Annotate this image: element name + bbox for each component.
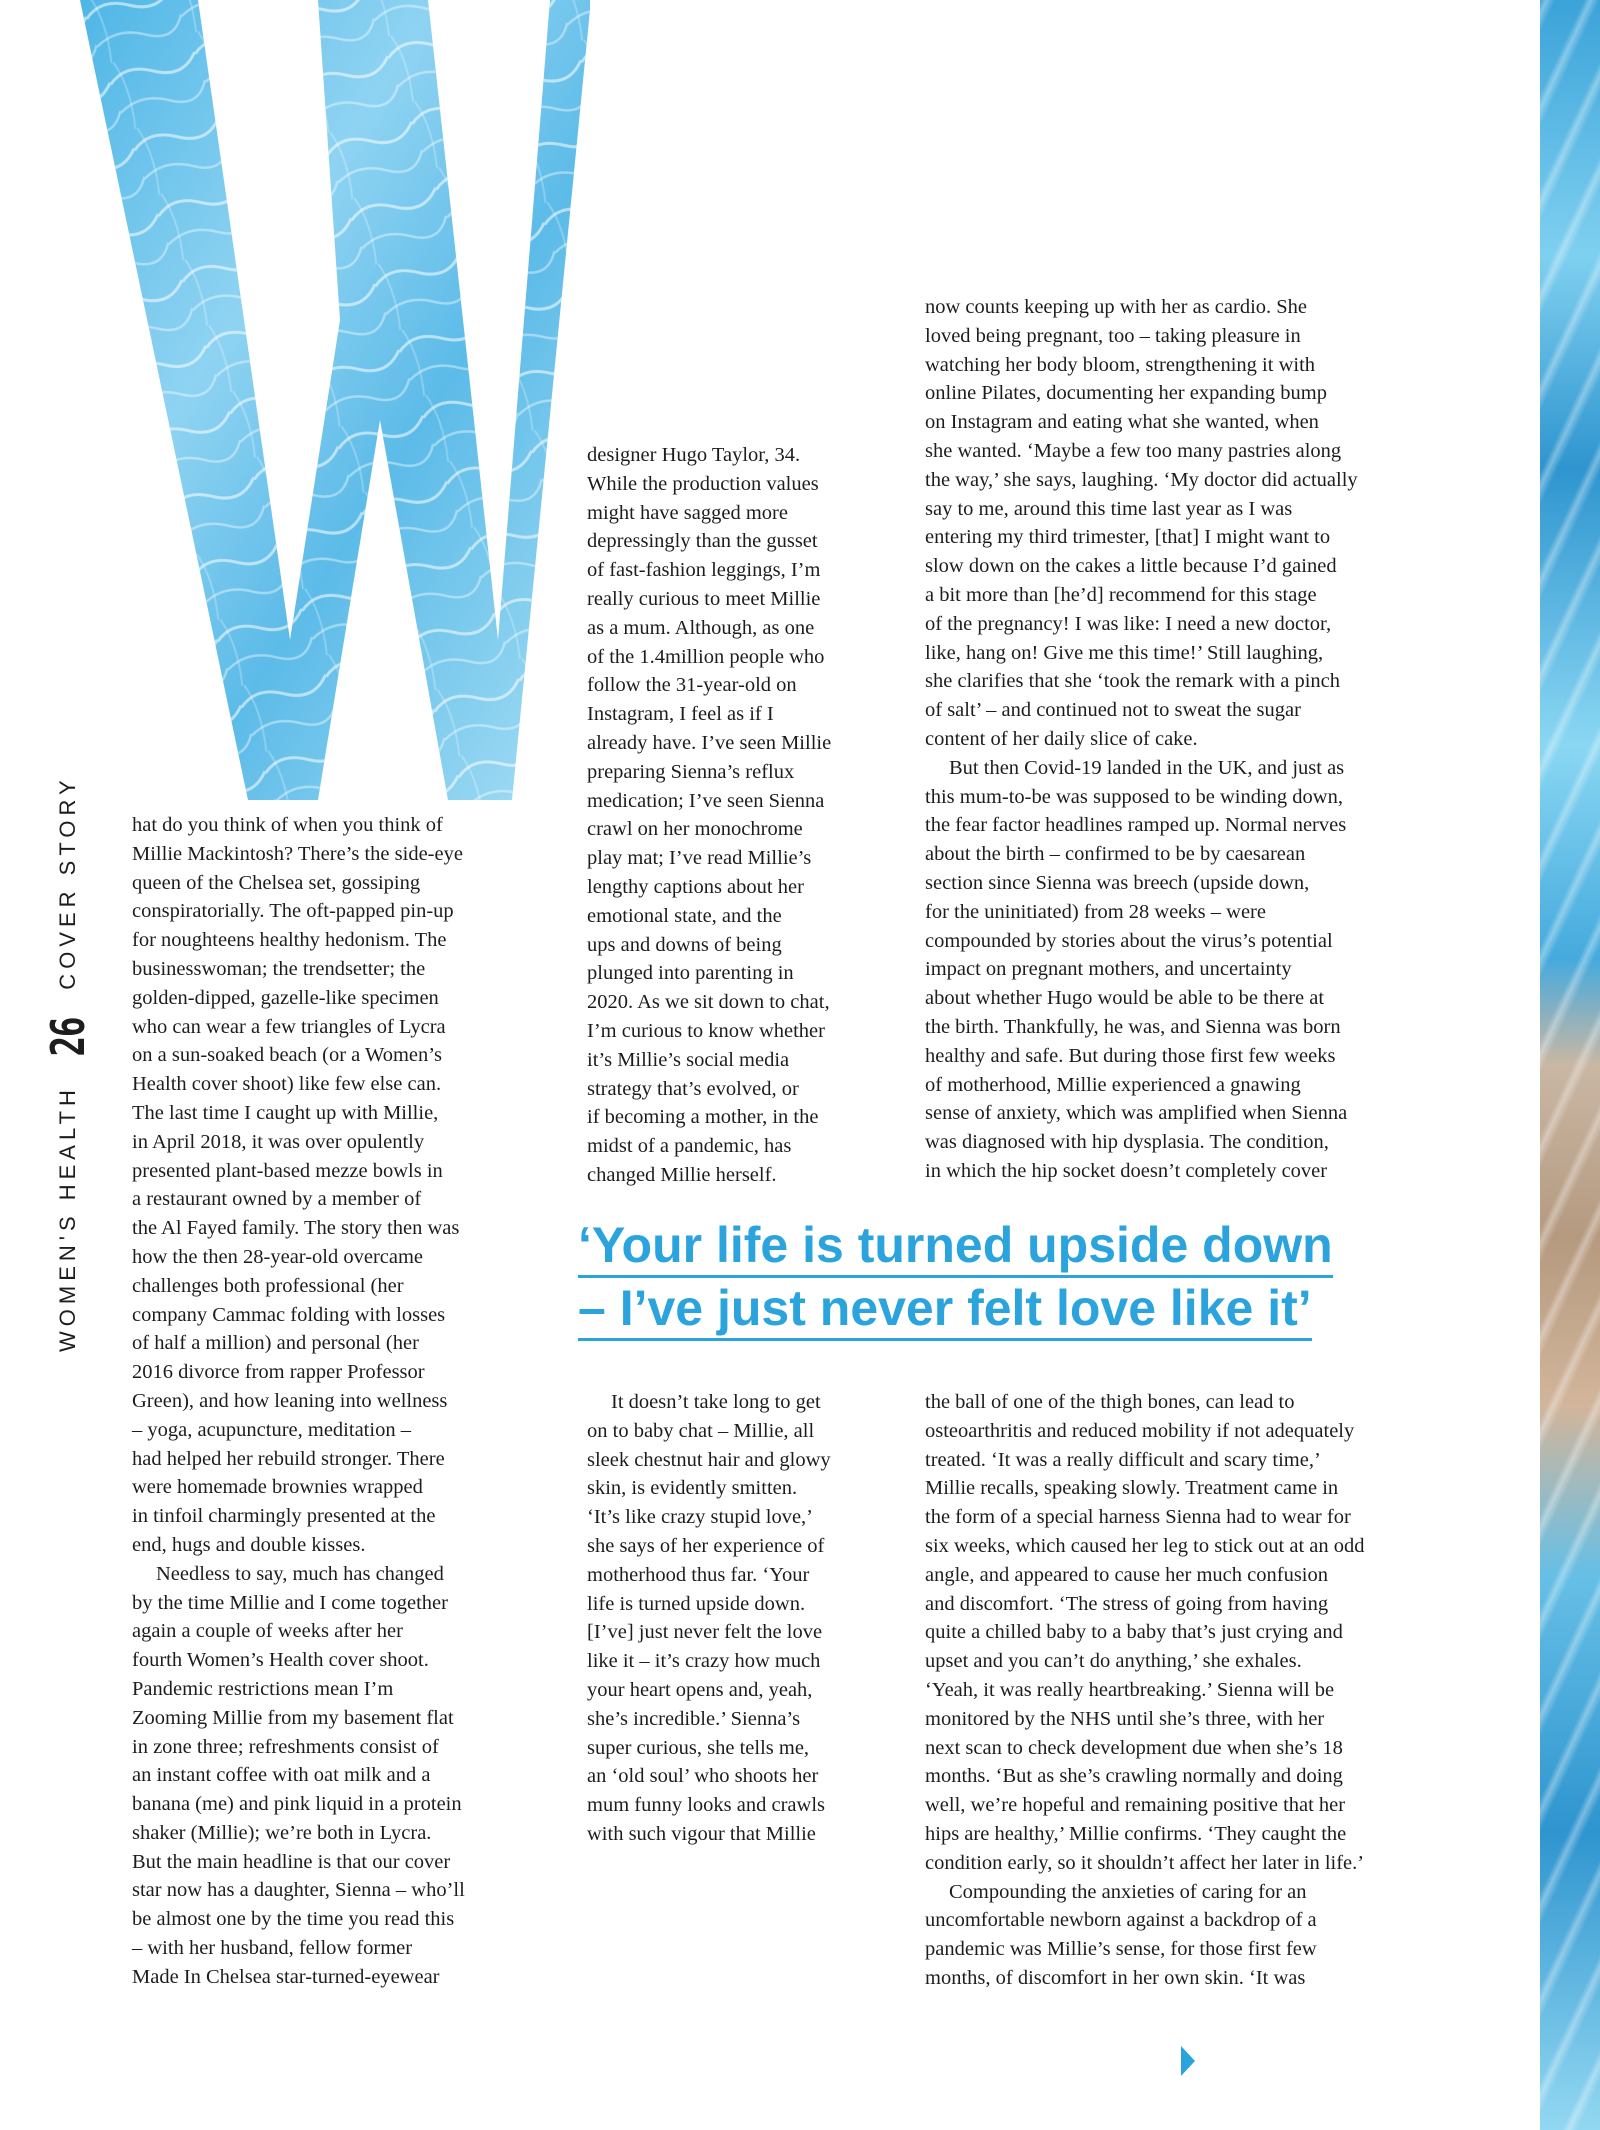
cover-photo-edge bbox=[1540, 0, 1600, 2130]
paragraph: But then Covid-19 landed in the UK, and just as this mum-to-be was supposed to be winding down, the fear factor headlines ramped up. Normal nerves about the birth – confirmed to be by caesarean section since Sienna was breech (upside down, for the uninitiated) from 28 weeks – were compounded by stories about the virus’s potential impact on pregnant mothers, and uncertainty about whether Hugo would be able to be there at the birth. Thankfully, he was, and Sienna was born healthy and safe. But during those first few weeks of motherhood, Millie experienced a gnawing sense of anxiety, which was amplified when Sienna was diagnosed with hip dysplasia. The condition, in which the hip socket doesn’t completely cover bbox=[925, 756, 1348, 1182]
paragraph: Needless to say, much has changed by the time Millie and I come together again a couple of weeks after her fourth Women’s Health cover shoot. Pandemic restrictions mean I’m Zooming Millie from my basement flat in zone three; refreshments consist of an instant coffee with oat milk and a banana (me) and pink liquid in a protein shaker (Millie); we’re both in Lycra. But the main headline is that our cover star now has a daughter, Sienna – who’ll be almost one by the time you read this – with her husband, fellow former Made In Chelsea star-turned-eyewear bbox=[132, 1562, 465, 1988]
continue-arrow-icon bbox=[1181, 2046, 1195, 2076]
page-number: 26 bbox=[41, 1018, 95, 1057]
article-column-3-bottom bbox=[925, 1388, 1455, 1993]
drop-cap-w bbox=[80, 0, 590, 800]
article-column-1 bbox=[132, 811, 547, 1992]
paragraph: the ball of one of the thigh bones, can lead to osteoarthritis and reduced mobility if not adequately treated. ‘It was a really difficult and scary time,’ Millie recalls, speaking slowly. Treatment came in the form of a special harness Sienna had to wear for six weeks, which caused her leg to stick out at an odd angle, and appeared to cause her much confusion and discomfort. ‘The stress of going from having quite a chilled baby to a baby that’s just crying and upset and you can’t do anything,’ she exhales. ‘Yeah, it was really heartbreaking.’ Sienna will be monitored by the NHS until she’s three, with her next scan to check development due when she’s 18 months. ‘But as she’s crawling normally and doing well, we’re hopeful and remaining positive that her hips are healthy,’ Millie confirms. ‘They caught the condition early, so it shouldn’t affect her later in life.’ bbox=[925, 1391, 1365, 1874]
pull-quote bbox=[578, 1215, 1478, 1341]
paragraph: now counts keeping up with her as cardio. She loved being pregnant, too – taking pleasure in watching her body bloom, strengthening it with online Pilates, documenting her expanding bump on Instagram and eating what she wanted, when she wanted. ‘Maybe a few too many pastries along the way,’ she says, laughing. ‘My doctor did actually say to me, around this time last year as I was entering my third trimester, [that] I might want to slow down on the cakes a little because I’d gained a bit more than [he’d] recommend for this stage of the pregnancy! I was like: I need a new doctor, like, hang on! Give me this time!’ Still laughing, she clarifies that she ‘took the remark with a pinch of salt’ – and continued not to sweat the sugar content of her daily slice of cake. bbox=[925, 296, 1358, 750]
paragraph: designer Hugo Taylor, 34. While the production values might have sagged more depressingly than the gusset of fast-fashion leggings, I’m really curious to meet Millie as a mum. Although, as one of the 1.4million people who follow the 31-year-old on Instagram, I feel as if I already have. I’ve seen Millie preparing Sienna’s reflux medication; I’ve seen Sienna crawl on her monochrome play mat; I’ve read Millie’s lengthy captions about her emotional state, and the ups and downs of being plunged into parenting in 2020. As we sit down to chat, I’m curious to know whether it’s Millie’s social media strategy that’s evolved, or if becoming a mother, in the midst of a pandemic, has changed Millie herself. bbox=[587, 444, 832, 1186]
magazine-name: WOMEN'S HEALTH bbox=[55, 1085, 80, 1352]
section-label: COVER STORY bbox=[55, 775, 80, 990]
article-column-3-top bbox=[925, 293, 1455, 1186]
paragraph: It doesn’t take long to get on to baby chat – Millie, all sleek chestnut hair and glowy skin, is evidently smitten. ‘It’s like crazy stupid love,’ she says of her experience of motherhood thus far. ‘Your life is turned upside down. [I’ve] just never felt the love like it – it’s crazy how much your heart opens and, yeah, she’s incredible.’ Sienna’s super curious, she tells me, an ‘old soul’ who shoots her mum funny looks and crawls with such vigour that Millie bbox=[587, 1391, 831, 1845]
pull-quote-line-1: ‘Your life is turned upside down bbox=[578, 1215, 1333, 1278]
article-column-2-bottom bbox=[587, 1388, 892, 1849]
article-column-2-top bbox=[587, 441, 892, 1190]
pull-quote-line-2: – I’ve just never felt love like it’ bbox=[578, 1278, 1312, 1341]
paragraph: Compounding the anxieties of caring for an uncomfortable newborn against a backdrop of a pandemic was Millie’s sense, for those first few months, of discomfort in her own skin. ‘It was bbox=[925, 1880, 1317, 1989]
page-folio bbox=[38, 752, 98, 1352]
paragraph: hat do you think of when you think of Millie Mackintosh? There’s the side-eye queen of the Chelsea set, gossiping conspiratorially. The oft-papped pin-up for noughteens healthy hedonism. The businesswoman; the trendsetter; the golden-dipped, gazelle-like specimen who can wear a few triangles of Lycra on a sun-soaked beach (or a Women’s Health cover shoot) like few else can. The last time I caught up with Millie, in April 2018, it was over opulently presented plant-based mezze bowls in a restaurant owned by a member of the Al Fayed family. The story then was how the then 28-year-old overcame challenges both professional (her company Cammac folding with losses of half a million) and personal (her 2016 divorce from rapper Professor Green), and how leaning into wellness – yoga, acupuncture, meditation – had helped her rebuild stronger. There were homemade brownies wrapped in tinfoil charmingly presented at the end, hugs and double kisses. bbox=[132, 814, 463, 1556]
